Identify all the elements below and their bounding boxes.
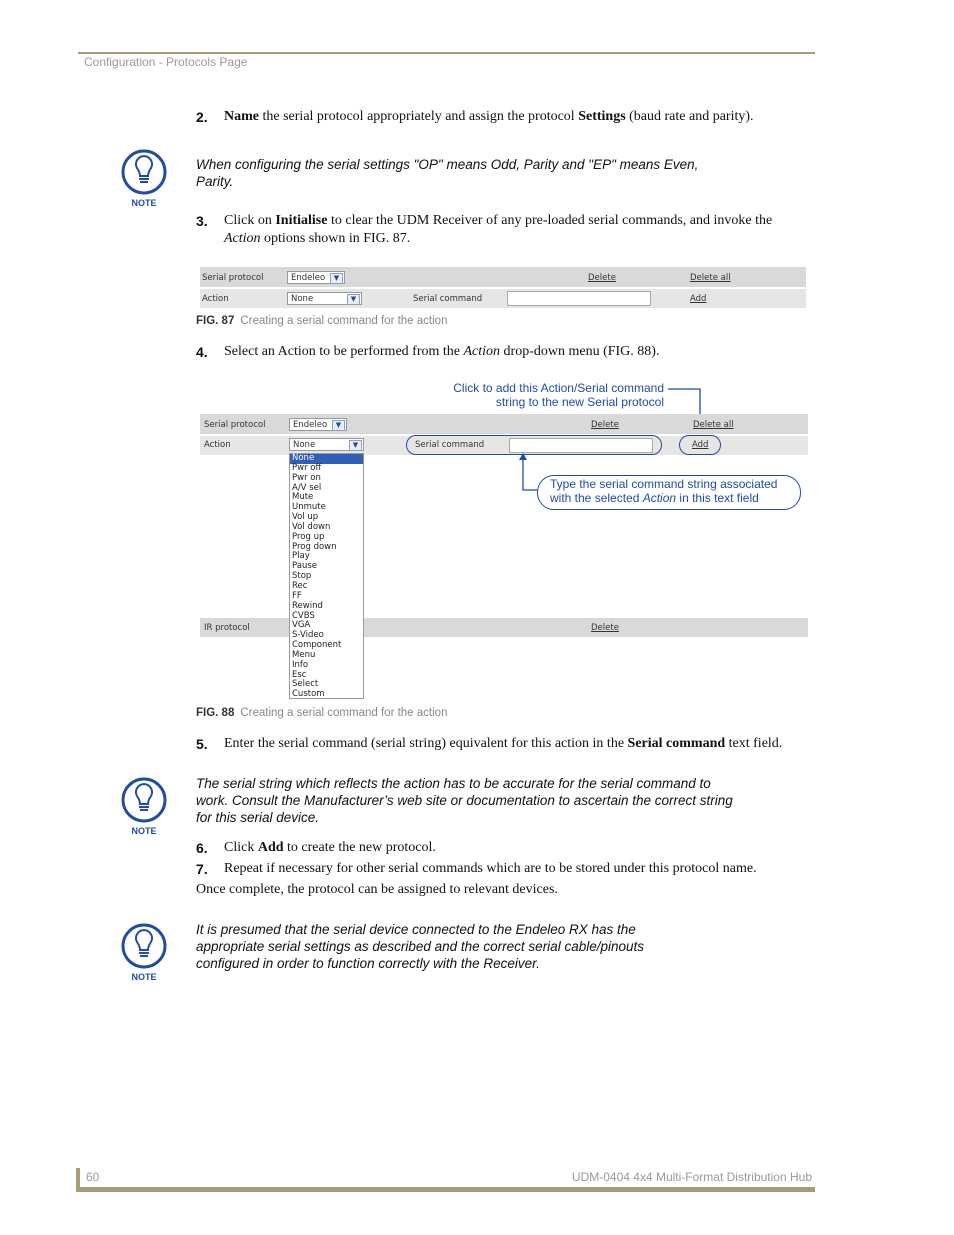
action-option[interactable]: Mute [292,492,314,503]
action-option[interactable]: Prog up [292,531,325,542]
action-option[interactable]: Unmute [292,502,326,513]
serial-protocol-label: Serial protocol [204,420,266,430]
running-footer: UDM-0404 4x4 Multi-Format Distribution Hub [571,1170,812,1184]
chevron-down-icon: ▼ [349,440,362,451]
serial-protocol-label: Serial protocol [202,273,264,283]
note-text-3: It is presumed that the serial device connected to the Endeleo RX has the appropriate serial settings as described and the correct serial cable/pinouts configured in order to function correctly with the Receiver. [196,922,644,971]
step-text: Click on Initialise to clear the UDM Receiver of any pre-loaded serial commands, and invoke the Action options shown in FIG. 87. [224,213,773,246]
add-link[interactable]: Add [690,294,707,304]
delete-link[interactable]: Delete [588,273,616,283]
note-lightbulb-icon [120,922,170,984]
protocol-select[interactable]: Endeleo ▼ [287,271,345,284]
action-option[interactable]: Pwr off [292,462,322,473]
action-option[interactable]: FF [292,590,302,601]
action-option[interactable]: VGA [292,620,311,631]
action-option[interactable]: Select [292,679,319,690]
step-text: Repeat if necessary for other serial commands which are to be stored under this protocol name. [224,861,757,876]
action-option[interactable]: Rec [292,580,308,591]
action-dropdown-list[interactable] [289,453,364,699]
action-option[interactable]: Info [292,659,309,670]
page-number: 60 [86,1170,100,1184]
action-option[interactable]: Pause [292,561,317,572]
action-option[interactable]: A/V sel [292,482,322,493]
serial-command-label: Serial command [415,440,485,450]
action-select[interactable]: None ▼ [289,438,364,451]
step-number: 3. [196,213,208,229]
note-text-2: The serial string which reflects the action has to be accurate for the serial command to work. Consult the Manufacturer’s web site or documentation to ascertain the correct string for this serial device. [196,776,733,825]
action-option[interactable]: None [290,454,363,464]
step-number: 5. [196,736,208,752]
protocol-select[interactable]: Endeleo ▼ [289,418,347,431]
add-link[interactable]: Add [692,440,709,450]
action-label: Action [202,294,229,304]
action-option[interactable]: Vol down [292,521,331,532]
svg-text:NOTE: NOTE [131,826,157,836]
action-option[interactable]: Prog down [292,541,337,552]
step-text: Enter the serial command (serial string) equivalent for this action in the Serial command text field. [224,736,783,751]
action-option[interactable]: Rewind [292,600,323,611]
chevron-down-icon: ▼ [332,420,345,431]
callout-add: Click to add this Action/Serial command string to the new Serial protocol [453,381,664,409]
serial-command-input[interactable] [507,291,651,306]
action-option[interactable]: Menu [292,649,316,660]
delete-link[interactable]: Delete [591,420,619,430]
fig88-caption: FIG. 88 Creating a serial command for the action [196,707,448,719]
action-option[interactable]: Esc [292,669,307,680]
fig87-caption: FIG. 87 Creating a serial command for the action [196,315,448,327]
action-option[interactable]: Custom [292,689,325,700]
step-number: 4. [196,344,208,360]
serial-command-label: Serial command [413,294,483,304]
note-text-1: When configuring the serial settings "OP" means Odd, Parity and "EP" means Even, Parity. [196,157,699,189]
action-option[interactable]: CVBS [292,610,315,621]
delete-all-link[interactable]: Delete all [690,273,731,283]
completion-text: Once complete, the protocol can be assigned to relevant devices. [196,882,558,897]
action-option[interactable]: Stop [292,571,312,582]
step-text: Click Add to create the new protocol. [224,840,436,855]
step-number: 2. [196,109,208,125]
step-number: 6. [196,840,208,856]
serial-command-input[interactable] [509,438,653,453]
note-lightbulb-icon [120,148,170,210]
action-option[interactable]: Pwr on [292,472,321,483]
action-option[interactable]: Component [292,640,342,651]
action-select[interactable]: None ▼ [287,292,362,305]
action-option[interactable]: Play [292,551,310,562]
running-header: Configuration - Protocols Page [84,55,248,69]
delete-all-link[interactable]: Delete all [693,420,734,430]
svg-text:NOTE: NOTE [131,972,157,982]
step-text: Select an Action to be performed from the Action drop-down menu (FIG. 88). [224,344,660,359]
header-rule [78,52,815,54]
action-option[interactable]: Vol up [292,512,319,523]
step-text: Name the serial protocol appropriately and assign the protocol Settings (baud rate and parity). [224,109,754,124]
action-option[interactable]: S-Video [292,630,324,641]
step-number: 7. [196,861,208,877]
ir-protocol-label: IR protocol [204,623,250,633]
action-label: Action [204,440,231,450]
svg-text:NOTE: NOTE [131,198,157,208]
ir-delete-link[interactable]: Delete [591,623,619,633]
callout-type: Type the serial command string associated with the selected Action in this text field [550,477,778,505]
chevron-down-icon: ▼ [330,273,343,284]
chevron-down-icon: ▼ [347,294,360,305]
footer-rule [78,1187,815,1192]
note-lightbulb-icon [120,776,170,838]
